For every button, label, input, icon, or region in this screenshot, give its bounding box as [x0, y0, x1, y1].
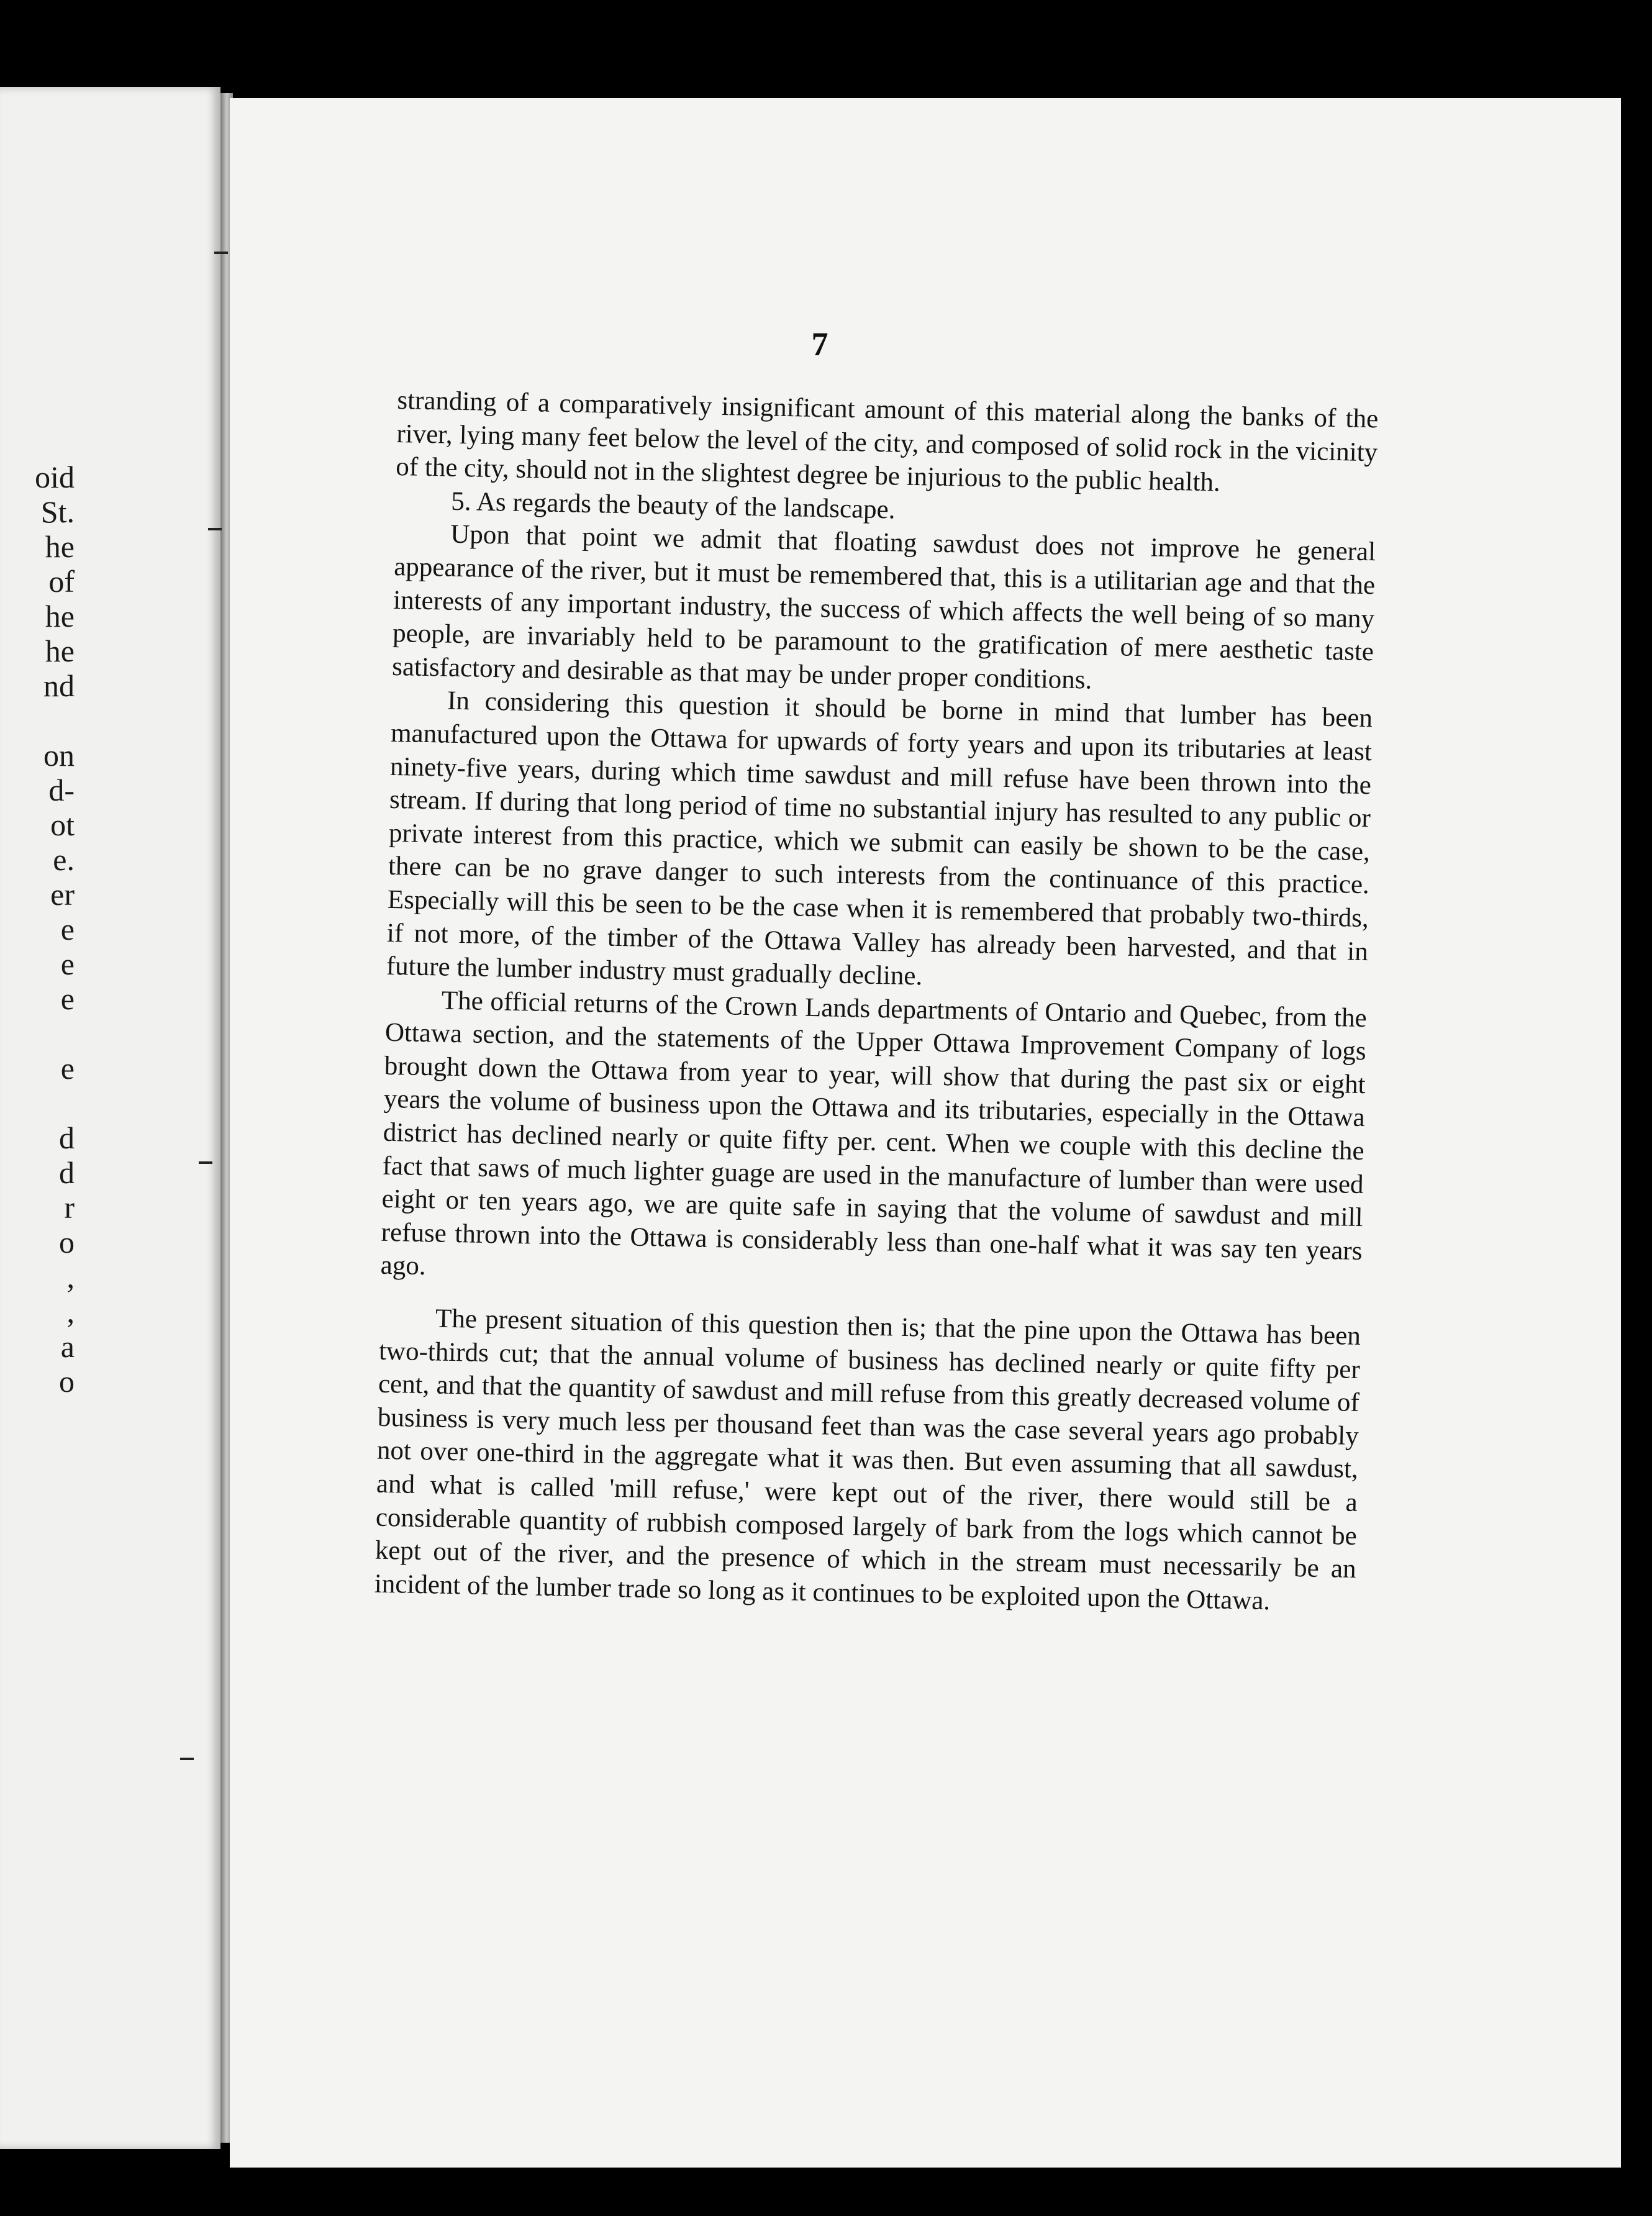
paragraph-opening: stranding of a comparatively insignificant amount of this material along the banks of the river, lying many feet below the level of the city, and composed of solid rock in the vicinity of the city, should not in the slightest degree be injurious to the public health. [395, 385, 1379, 497]
left-fragment-line: oid [35, 460, 75, 494]
left-fragment-line: d [59, 1155, 75, 1190]
left-fragment-line: r [64, 1190, 75, 1225]
left-fragment-line: on [43, 738, 75, 773]
left-fragment-line: he [45, 633, 75, 668]
left-fragment-line: , [66, 1260, 75, 1294]
binding-mark [180, 1758, 194, 1760]
binding-mark [208, 528, 222, 530]
paragraph-returns: The official returns of the Crown Lands departments of Ontario and Quebec, from the Ottawa section, and the statements of the Upper Ottawa Improvement Company of logs brought down the Ottawa from year to year, will show that during the past six or eight years the volume of business upon the Ottawa and its tributaries, especially in the Ottawa district has declined nearly or quite fifty per. cent. When we couple with this decline the fact that saws of much lighter guage are used in the manufacture of lumber than were used eight or ten years ago, we are quite safe in saying that the volume of sawdust and mill refuse thrown into the Ottawa is considerably less than one-half what it was say ten years ago. [380, 986, 1368, 1281]
left-fragment-line: e [60, 947, 75, 981]
left-fragment-line: o [59, 1364, 75, 1399]
left-fragment-line: of [48, 564, 75, 599]
page-number: 7 [811, 325, 828, 363]
left-fragment-gap [0, 1086, 75, 1120]
binding-mark [214, 252, 228, 254]
left-fragment-gap [0, 703, 75, 738]
left-fragment-line: he [45, 599, 75, 633]
binding-mark [199, 1161, 212, 1164]
left-fragment-line: e [60, 1051, 75, 1086]
left-fragment-line: he [45, 529, 75, 564]
page-body [374, 384, 1378, 1619]
left-fragment-line: d [59, 1120, 75, 1155]
left-fragment-line: er [50, 877, 75, 912]
left-fragment-line: e [60, 981, 75, 1016]
left-fragment-line: o [59, 1225, 75, 1260]
left-fragment-line: ot [50, 807, 75, 842]
left-fragment-line: St. [40, 494, 75, 529]
paragraph-present: The present situation of this question then is; that the pine upon the Ottawa has been two-thirds cut; that the annual volume of business has declined nearly or quite fifty per cent, and that the quantity of sawdust and mill refuse from this greatly decreased volume of business is very much less per thousand feet than was the case several years ago probably not over one-third in the aggregate what it was then. But even assuming that all sawdust, and what is called 'mill refuse,' were kept out of the river, there would still be a considerable quantity of rubbish composed largely of bark from the logs which cannot be kept out of the river, and the presence of which in the stream must necessarily be an incident of the lumber trade so long as it continues to be exploited upon the Ottawa. [374, 1304, 1361, 1616]
left-fragment-line: e [60, 912, 75, 947]
left-page [0, 87, 220, 2149]
left-fragment-line: a [60, 1329, 75, 1364]
paragraph-aesthetic: Upon that point we admit that floating sawdust does not improve he general appearance of the river, but it must be remembered that, this is a utilitarian age and that the interests of any important industry, the success of which affects the well being of so many people, are invariably held to be paramount to the gratification of mere aesthetic taste satisfactory and desirable as that may be under proper conditions. [391, 520, 1376, 695]
left-fragment-gap [0, 1016, 75, 1051]
left-page-text-fragments [0, 460, 75, 1399]
left-fragment-line: d- [48, 773, 75, 807]
left-fragment-line: nd [43, 668, 75, 703]
right-page [230, 98, 1621, 2168]
left-fragment-line: , [66, 1294, 75, 1329]
left-fragment-line: e. [53, 842, 75, 877]
section-heading: 5. As regards the beauty of the landscape. [450, 486, 896, 525]
paragraph-history: In considering this question it should be borne in mind that lumber has been manufactured upon the Ottawa for upwards of forty years and upon its tributaries at least ninety-five years, during which time sawdust and mill refuse have been thrown into the stream. If during that long period of time no substantial injury has resulted to any public or private interest from this practice, which we submit can easily be shown to be the case, there can be no grave danger to such interests from the continuance of this practice. Especially will this be seen to be the case when it is remembered that probably two-thirds, if not more, of the timber of the Ottawa Valley has already been harvested, and that in future the lumber industry must gradually decline. [386, 686, 1373, 991]
